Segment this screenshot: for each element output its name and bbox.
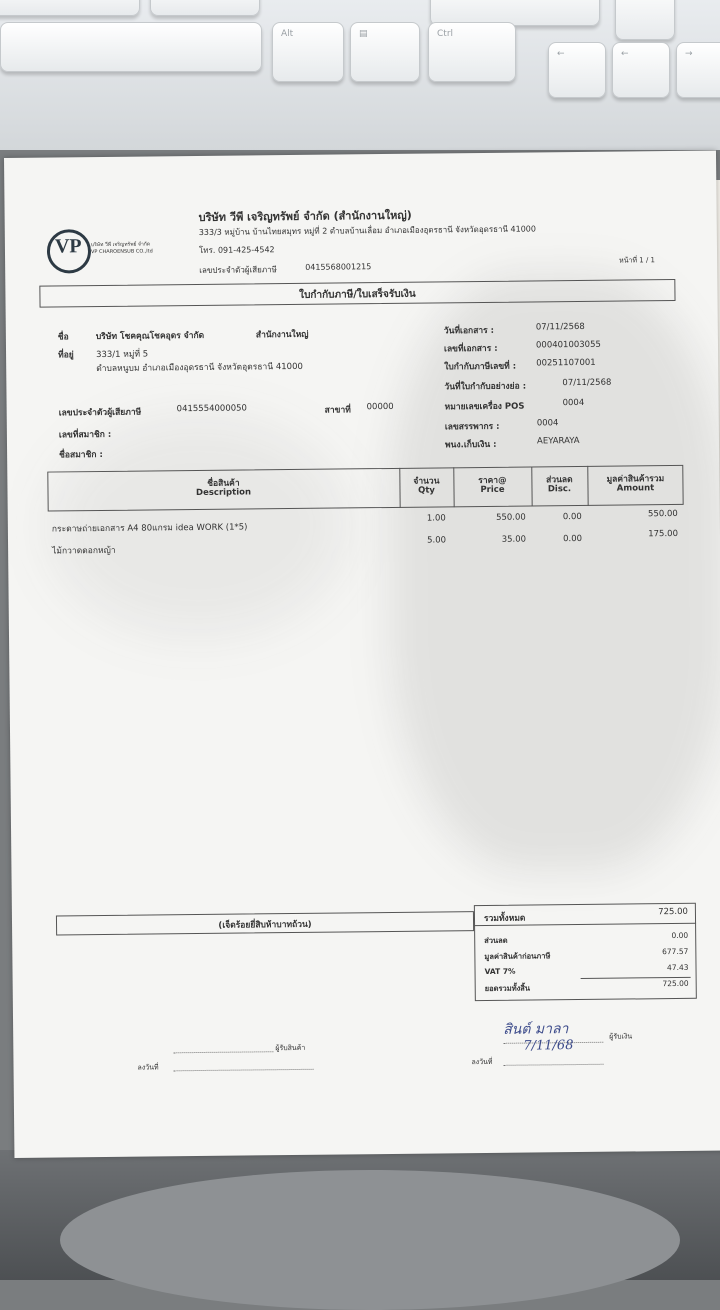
keyboard-key <box>150 0 260 16</box>
doc-info-label: หมายเลขเครื่อง POS <box>444 401 525 413</box>
company-tax-label: เลขประจำตัวผู้เสียภาษี <box>199 265 277 275</box>
doc-info-value: 00251107001 <box>536 357 596 369</box>
header-desc-en: Description <box>195 487 252 499</box>
totals-row-label: VAT 7% <box>484 966 516 977</box>
payee-date-line <box>504 1064 604 1066</box>
logo-text-en: VP CHAROENSUB CO.,ltd <box>90 248 153 256</box>
arrow-down-key: ← <box>612 42 670 98</box>
doc-info-value: 0004 <box>536 418 559 429</box>
customer-branch-label: สาขาที่ <box>324 405 351 416</box>
customer-address-label: ที่อยู่ <box>58 350 74 361</box>
keyboard-background <box>0 0 720 150</box>
doc-info-label: วันที่เอกสาร : <box>443 325 495 337</box>
header-amount-th: มูลค่าสินค้ารวม <box>606 474 665 485</box>
arrow-left-key: ← <box>548 42 606 98</box>
company-logo-mark: VP <box>54 235 82 258</box>
keyboard-key <box>615 0 675 40</box>
customer-address-2: ตำบลหนูบม อำเภอเมืองอุดรธานี จังหวัดอุดรธานี 41000 <box>96 361 303 375</box>
menu-key: ▤ <box>350 22 420 82</box>
header-amount-en: Amount <box>616 483 655 494</box>
customer-name-label: ชื่อ <box>57 332 69 343</box>
payee-label: ผู้รับเงิน <box>609 1032 633 1041</box>
header-price-th: ราคา@ <box>478 475 507 487</box>
customer-branch: สำนักงานใหญ่ <box>255 329 309 341</box>
handwritten-signature: สินต์ มาลา <box>503 1021 569 1038</box>
receiver-signature-line <box>173 1051 273 1053</box>
customer-name: บริษัท โชคคุณโชคอุดร จำกัด <box>95 330 205 343</box>
doc-info-label: วันที่ใบกำกับอย่างย่อ : <box>444 381 527 393</box>
totals-row-label: ส่วนลด <box>484 935 508 946</box>
totals-row-value: 0.00 <box>671 930 689 941</box>
header-disc-en: Disc. <box>547 484 572 495</box>
doc-info-value: 07/11/2568 <box>562 377 612 389</box>
totals-row-label: มูลค่าสินค้าก่อนภาษี <box>484 951 551 962</box>
doc-info-label: เลขที่เอกสาร : <box>443 343 498 355</box>
member-no-label: เลขที่สมาชิก : <box>58 429 112 441</box>
amount-in-words: (เจ็ดร้อยยี่สิบห้าบาทถ้วน) <box>218 919 312 931</box>
totals-row-value: 677.57 <box>662 946 689 957</box>
handwritten-date: 7/11/68 <box>523 1038 574 1054</box>
company-address: 333/3 หมู่บ้าน บ้านไทยสมุทร หมู่ที่ 2 ตำบลบ้านเลื่อม อำเภอเมืองอุดรธานี จังหวัดอุดรธานี 41000 <box>198 224 537 237</box>
totals-row-value: 47.43 <box>666 962 689 973</box>
doc-info-label: ใบกำกับภาษีเลขที่ : <box>444 361 517 373</box>
doc-info-value: 000401003055 <box>535 339 601 351</box>
doc-info-value: 07/11/2568 <box>535 321 585 333</box>
doc-info-label: พนง.เก็บเงิน : <box>444 439 497 451</box>
customer-tax-label: เลขประจำตัวผู้เสียภาษี <box>58 407 142 419</box>
keyboard-key <box>0 0 140 16</box>
space-key <box>0 22 262 72</box>
header-desc-th: ชื่อสินค้า <box>207 478 240 489</box>
doc-info-label: เลขสรรพากร : <box>444 421 500 433</box>
item-price: 35.00 <box>501 534 527 545</box>
item-disc: 0.00 <box>563 533 583 545</box>
payee-date-label: ลงวันที่ <box>471 1057 493 1067</box>
header-disc-th: ส่วนลด <box>546 475 573 486</box>
arrow-right-key: → <box>676 42 720 98</box>
member-name-label: ชื่อสมาชิก : <box>59 449 103 461</box>
ctrl-key: Ctrl <box>428 22 516 82</box>
header-qty-th: จำนวน <box>413 476 440 487</box>
item-disc: 0.00 <box>562 511 582 523</box>
totals-row-value: 725.00 <box>662 978 689 989</box>
item-amount: 550.00 <box>647 508 678 520</box>
logo-text-th: บริษัท วีพี เจริญทรัพย์ จำกัด <box>90 241 151 249</box>
doc-info-value: 0004 <box>562 397 585 409</box>
customer-tax-id: 0415554000050 <box>176 403 248 415</box>
item-price: 550.00 <box>495 512 526 523</box>
knee-shape <box>60 1170 680 1310</box>
header-qty-en: Qty <box>418 485 435 496</box>
receipt-paper <box>4 151 720 1158</box>
item-amount: 175.00 <box>648 528 679 540</box>
item-description: ไม้กวาดดอกหญ้า <box>52 545 116 557</box>
doc-title: ใบกำกับภาษี/ใบเสร็จรับเงิน <box>299 288 416 301</box>
page-number: หน้าที่ 1 / 1 <box>619 256 656 265</box>
receiver-date-line <box>174 1069 314 1071</box>
company-tax-id: 0415568001215 <box>305 262 372 272</box>
doc-info-value: AEYARAYA <box>536 435 580 447</box>
total-value: 725.00 <box>658 906 688 918</box>
item-qty: 1.00 <box>426 513 446 524</box>
company-phone: โทร. 091-425-4542 <box>198 245 275 255</box>
customer-branch-no: 00000 <box>366 401 394 413</box>
totals-row-label: ยอดรวมทั้งสิ้น <box>484 983 531 994</box>
company-name: บริษัท วีพี เจริญทรัพย์ จำกัด (สำนักงานใหญ่) <box>198 208 412 224</box>
header-price-en: Price <box>480 484 505 496</box>
item-qty: 5.00 <box>427 535 447 546</box>
total-label: รวมทั้งหมด <box>483 913 526 925</box>
receiver-date-label: ลงวันที่ <box>137 1063 159 1072</box>
customer-address-1: 333/1 หมู่ที่ 5 <box>96 349 149 361</box>
item-description: กระดาษถ่ายเอกสาร A4 80แกรม idea WORK (1*5) <box>51 522 248 535</box>
receiver-label: ผู้รับสินค้า <box>275 1043 306 1053</box>
alt-key: Alt <box>272 22 344 82</box>
